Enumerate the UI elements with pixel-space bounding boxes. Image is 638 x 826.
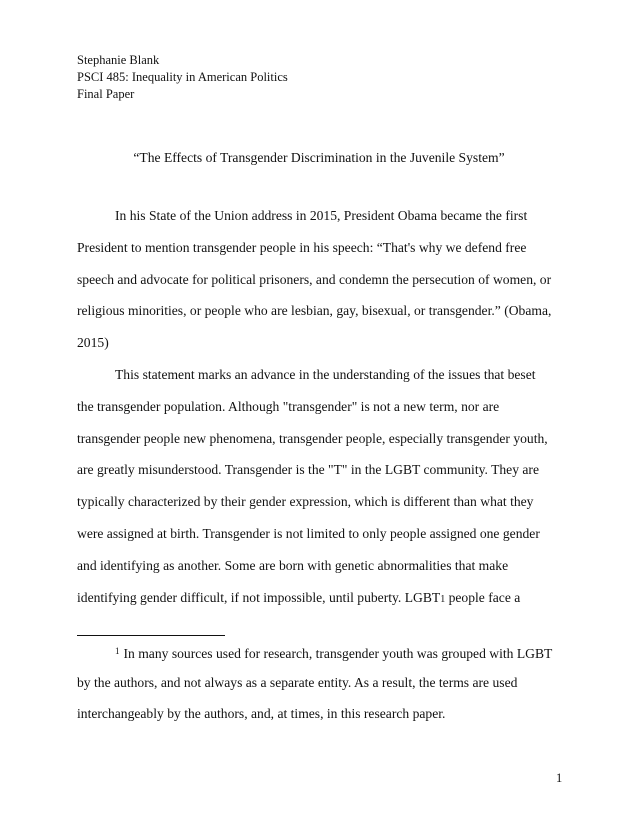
author-name: Stephanie Blank xyxy=(77,53,160,67)
body-line: typically characterized by their gender expression, which is different than what they xyxy=(77,494,534,510)
body-line: In his State of the Union address in 2015, President Obama became the first xyxy=(115,208,528,223)
body-line: transgender people new phenomena, transgender people, especially transgender youth, xyxy=(77,430,548,446)
paper-header xyxy=(77,52,288,103)
body-line: are greatly misunderstood. Transgender is the "T" in the LGBT community. They are xyxy=(77,462,539,478)
body-line: This statement marks an advance in the understanding of the issues that beset xyxy=(115,366,536,382)
body-line: 2015) xyxy=(77,335,109,351)
footnote-text: In many sources used for research, transgender youth was grouped with LGBT xyxy=(123,646,553,661)
body-line: were assigned at birth. Transgender is not limited to only people assigned one gender xyxy=(77,525,540,541)
footnote-line: interchangeably by the authors, and, at times, in this research paper. xyxy=(77,706,446,721)
body-line-last xyxy=(77,589,567,621)
body-line: and identifying as another. Some are born with genetic abnormalities that make xyxy=(77,557,509,573)
footnote-reference[interactable]: 1 xyxy=(440,593,446,605)
body-line: speech and advocate for political prisoners, and condemn the persecution of women, or xyxy=(77,271,552,287)
body-line: religious minorities, or people who are lesbian, gay, bisexual, or transgender.” (Obama, xyxy=(77,303,552,319)
assignment-name: Final Paper xyxy=(77,87,135,101)
body-line: the transgender population. Although "transgender" is not a new term, nor are xyxy=(77,398,500,414)
footnote-marker: 1 xyxy=(115,646,120,656)
page-number: 1 xyxy=(556,771,563,785)
footnote-line xyxy=(77,642,567,674)
footnote-separator xyxy=(77,635,225,636)
last-line-text-end: people face a xyxy=(445,589,521,605)
course-name: PSCI 485: Inequality in American Politics xyxy=(77,70,288,84)
body-text xyxy=(77,207,567,620)
body-line: President to mention transgender people in his speech: “That's why we defend free xyxy=(77,239,527,255)
footnote-line: by the authors, and not always as a separate entity. As a result, the terms are used xyxy=(77,674,518,690)
paper-title: “The Effects of Transgender Discrimination in the Juvenile System” xyxy=(133,150,505,165)
footnote xyxy=(77,642,567,737)
last-line-text: identifying gender difficult, if not impossible, until puberty. LGBT xyxy=(77,589,441,605)
